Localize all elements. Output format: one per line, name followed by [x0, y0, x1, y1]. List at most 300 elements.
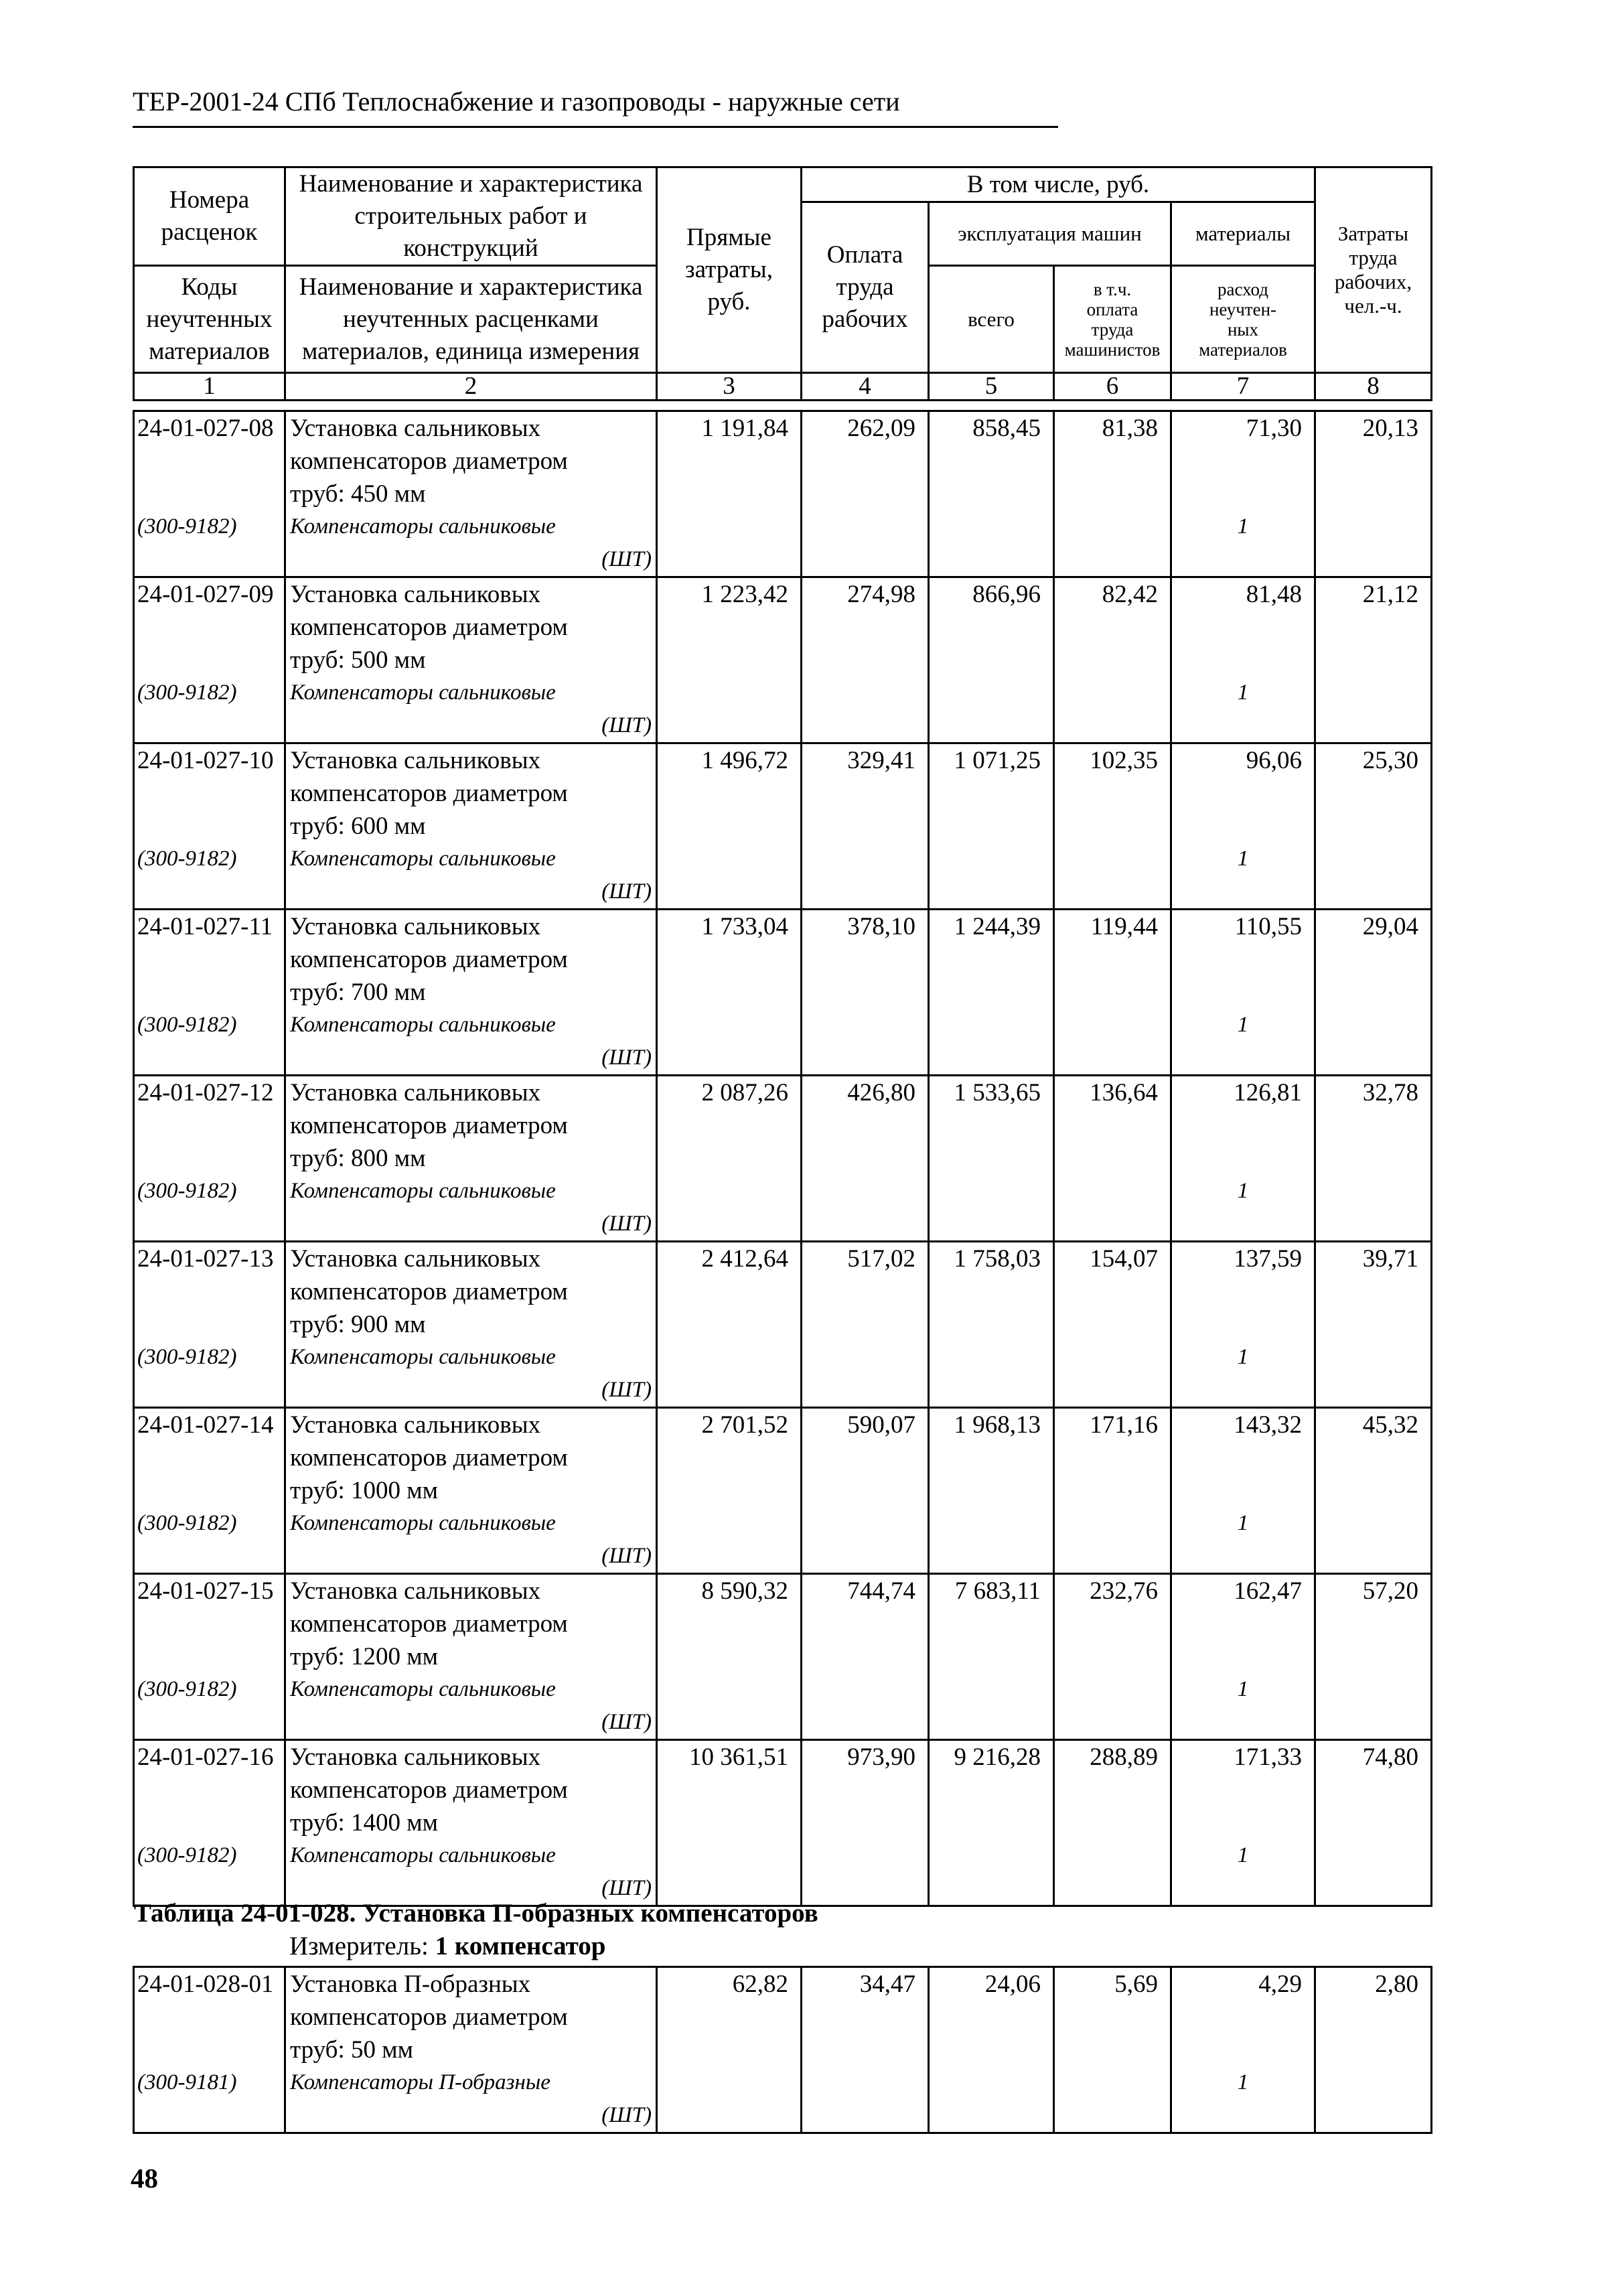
description-cell	[285, 577, 657, 743]
work-name-line: Установка сальниковых	[290, 1411, 541, 1439]
value-hours: 32,78	[1362, 1079, 1418, 1106]
blank-line	[135, 1474, 284, 1507]
value-mach-total: 1 968,13	[954, 1411, 1041, 1439]
page-header: ТЕР-2001-24 СПб Теплоснабжение и газопроводы - наружные сети	[133, 86, 900, 117]
table-row	[134, 577, 1432, 743]
header-line: материалов	[1199, 339, 1287, 360]
header-line: расценок	[161, 218, 258, 246]
value-direct: 8 590,32	[701, 1577, 788, 1605]
material-quantity: 1	[1237, 1345, 1249, 1369]
material-unit: (ШТ)	[601, 1378, 652, 1402]
material-code: (300-9182)	[137, 847, 237, 871]
material-unit: (ШТ)	[601, 2103, 652, 2127]
column-number: 8	[1315, 373, 1432, 401]
value-hours: 57,20	[1362, 1577, 1418, 1605]
work-name-line: компенсаторов диаметром	[290, 946, 568, 973]
rate-code-cell	[134, 1967, 285, 2133]
value-cell-hours	[1315, 1408, 1432, 1574]
work-name-line: Установка сальниковых	[290, 913, 541, 940]
value-labor: 973,90	[847, 1743, 915, 1771]
value-cell-mach-labor	[1054, 1408, 1171, 1574]
value-cell-materials	[1171, 1967, 1315, 2133]
value-mach-total: 858,45	[972, 415, 1041, 442]
header-col1-top	[134, 167, 285, 266]
value-cell-materials	[1171, 910, 1315, 1076]
rate-code: 24-01-027-08	[137, 415, 274, 442]
value-cell-materials	[1171, 411, 1315, 577]
blank-line	[135, 1774, 284, 1806]
rate-code: 24-01-027-16	[137, 1743, 274, 1771]
header-line: ных	[1227, 319, 1259, 340]
value-direct: 2 412,64	[701, 1245, 788, 1273]
value-hours: 74,80	[1362, 1743, 1418, 1771]
table-row	[134, 1740, 1432, 1906]
value-cell-mach-total	[929, 577, 1054, 743]
value-mach-labor: 288,89	[1090, 1743, 1158, 1771]
work-name-line: труб: 700 мм	[290, 979, 426, 1006]
value-labor: 426,80	[847, 1079, 915, 1106]
value-cell-labor	[802, 1740, 929, 1906]
material-quantity: 1	[1237, 514, 1249, 539]
value-cell-direct	[657, 1076, 802, 1242]
blank-line	[135, 777, 284, 810]
material-name: Компенсаторы сальниковые	[290, 1013, 556, 1037]
value-cell-mach-labor	[1054, 1967, 1171, 2133]
value-direct: 2 701,52	[701, 1411, 788, 1439]
description-cell	[285, 910, 657, 1076]
value-mach-labor: 119,44	[1090, 913, 1158, 940]
value-direct: 1 191,84	[701, 415, 788, 442]
value-materials: 110,55	[1234, 913, 1302, 940]
value-cell-labor	[802, 1242, 929, 1408]
value-cell-hours	[1315, 910, 1432, 1076]
header-line: неучтенных	[146, 305, 273, 333]
header-line: неучтен-	[1209, 299, 1277, 319]
header-line: Наименование и характеристика	[299, 170, 643, 198]
rate-code-cell	[134, 743, 285, 910]
value-cell-labor	[802, 910, 929, 1076]
material-code: (300-9182)	[137, 514, 237, 539]
value-cell-direct	[657, 411, 802, 577]
table-row	[134, 411, 1432, 577]
material-unit: (ШТ)	[601, 879, 652, 904]
unit-value: 1 компенсатор	[435, 1932, 606, 1960]
work-name-line: компенсаторов диаметром	[290, 780, 568, 807]
header-line: машинистов	[1064, 339, 1161, 360]
material-quantity: 1	[1237, 681, 1249, 705]
rate-code: 24-01-027-15	[137, 1577, 274, 1605]
value-cell-direct	[657, 1740, 802, 1906]
blank-line	[1172, 1308, 1314, 1341]
header-line: строительных работ и конструкций	[354, 202, 587, 262]
value-cell-labor	[802, 1076, 929, 1242]
blank-line	[135, 1607, 284, 1640]
rate-code-cell	[134, 577, 285, 743]
value-cell-mach-labor	[1054, 1076, 1171, 1242]
description-cell	[285, 1242, 657, 1408]
blank-line	[1172, 1474, 1314, 1507]
rate-code: 24-01-027-10	[137, 747, 274, 774]
header-line: затраты,	[685, 256, 773, 283]
value-hours: 20,13	[1362, 415, 1418, 442]
rate-code: 24-01-027-11	[137, 913, 273, 940]
material-quantity: 1	[1237, 1511, 1249, 1535]
blank-line	[135, 478, 284, 510]
table-row	[134, 1967, 1432, 2133]
material-unit: (ШТ)	[601, 1876, 652, 1900]
work-name-line: Установка сальниковых	[290, 581, 541, 608]
value-cell-mach-total	[929, 1574, 1054, 1740]
work-name-line: компенсаторов диаметром	[290, 614, 568, 641]
value-materials: 137,59	[1234, 1245, 1302, 1273]
value-direct: 1 496,72	[701, 747, 788, 774]
value-cell-direct	[657, 1242, 802, 1408]
value-mach-labor: 82,42	[1102, 581, 1158, 608]
column-number: 2	[285, 373, 657, 401]
value-mach-total: 866,96	[972, 581, 1041, 608]
value-direct: 62,82	[732, 1971, 788, 1998]
column-number: 1	[134, 373, 285, 401]
material-name: Компенсаторы сальниковые	[290, 1345, 556, 1369]
value-cell-materials	[1171, 1076, 1315, 1242]
blank-line	[135, 943, 284, 976]
work-name-line: Установка сальниковых	[290, 1577, 541, 1605]
rate-code: 24-01-027-14	[137, 1411, 274, 1439]
value-cell-labor	[802, 577, 929, 743]
value-cell-mach-labor	[1054, 910, 1171, 1076]
rate-code-cell	[134, 411, 285, 577]
blank-line	[135, 1640, 284, 1673]
table-unit	[289, 1931, 605, 1961]
table-24-01-027	[133, 410, 1432, 1907]
value-cell-hours	[1315, 1574, 1432, 1740]
blank-line	[135, 1275, 284, 1308]
header-line: оплата	[1086, 299, 1138, 319]
work-name-line: компенсаторов диаметром	[290, 1776, 568, 1804]
work-name-line: труб: 500 мм	[290, 646, 426, 674]
value-cell-mach-labor	[1054, 1574, 1171, 1740]
blank-line	[1172, 445, 1314, 478]
work-name-line: труб: 50 мм	[290, 2036, 414, 2064]
material-quantity: 1	[1237, 1179, 1249, 1203]
header-col7	[1171, 266, 1315, 373]
header-col5: всего	[929, 266, 1054, 373]
blank-line	[1172, 2001, 1314, 2033]
blank-line	[1172, 1640, 1314, 1673]
table-row	[134, 743, 1432, 910]
work-name-line: Установка сальниковых	[290, 1245, 541, 1273]
work-name-line: компенсаторов диаметром	[290, 1610, 568, 1638]
work-name-line: труб: 450 мм	[290, 480, 426, 508]
value-cell-direct	[657, 1408, 802, 1574]
value-hours: 29,04	[1362, 913, 1418, 940]
header-line: труда	[1349, 246, 1398, 269]
value-materials: 81,48	[1246, 581, 1302, 608]
blank-line	[1172, 2033, 1314, 2066]
work-name-line: труб: 600 мм	[290, 812, 426, 840]
blank-line	[135, 2001, 284, 2033]
value-cell-mach-labor	[1054, 411, 1171, 577]
value-cell-mach-total	[929, 411, 1054, 577]
value-cell-mach-labor	[1054, 577, 1171, 743]
value-cell-hours	[1315, 1242, 1432, 1408]
value-cell-direct	[657, 1967, 802, 2133]
value-mach-total: 24,06	[984, 1971, 1041, 1998]
page-number: 48	[131, 2163, 158, 2194]
value-mach-total: 1 758,03	[954, 1245, 1041, 1273]
value-mach-total: 7 683,11	[954, 1577, 1041, 1605]
header-line: материалов	[149, 337, 270, 365]
value-cell-hours	[1315, 1740, 1432, 1906]
blank-line	[1172, 1607, 1314, 1640]
blank-line	[135, 1441, 284, 1474]
header-line: Номера	[169, 186, 250, 214]
material-unit: (ШТ)	[601, 1710, 652, 1734]
blank-line	[1172, 1774, 1314, 1806]
value-mach-labor: 232,76	[1090, 1577, 1158, 1605]
value-materials: 171,33	[1234, 1743, 1302, 1771]
blank-line	[135, 810, 284, 843]
value-cell-materials	[1171, 743, 1315, 910]
rate-code-cell	[134, 1076, 285, 1242]
header-line: Затраты	[1337, 222, 1409, 245]
material-unit: (ШТ)	[601, 1212, 652, 1236]
value-hours: 21,12	[1362, 581, 1418, 608]
header-line: Прямые	[686, 224, 771, 251]
value-cell-mach-total	[929, 910, 1054, 1076]
column-number: 4	[802, 373, 929, 401]
value-cell-direct	[657, 743, 802, 910]
blank-line	[135, 1308, 284, 1341]
table-row	[134, 1574, 1432, 1740]
column-number: 5	[929, 373, 1054, 401]
value-mach-labor: 154,07	[1090, 1245, 1158, 1273]
value-cell-mach-labor	[1054, 1242, 1171, 1408]
value-hours: 25,30	[1362, 747, 1418, 774]
description-cell	[285, 1967, 657, 2133]
value-direct: 10 361,51	[689, 1743, 788, 1771]
work-name-line: труб: 1400 мм	[290, 1809, 439, 1837]
value-cell-labor	[802, 743, 929, 910]
header-line: неучтенных расценками	[343, 305, 599, 333]
value-cell-labor	[802, 411, 929, 577]
value-mach-total: 1 244,39	[954, 913, 1041, 940]
value-mach-labor: 171,16	[1090, 1411, 1158, 1439]
material-name: Компенсаторы сальниковые	[290, 514, 556, 539]
header-col1-bottom	[134, 266, 285, 373]
value-cell-mach-labor	[1054, 743, 1171, 910]
column-number: 7	[1171, 373, 1315, 401]
material-quantity: 1	[1237, 1013, 1249, 1037]
blank-line	[1172, 976, 1314, 1009]
rate-code-cell	[134, 1740, 285, 1906]
value-cell-hours	[1315, 1076, 1432, 1242]
material-unit: (ШТ)	[601, 713, 652, 737]
blank-line	[1172, 611, 1314, 644]
header-line: руб.	[707, 288, 751, 315]
value-labor: 274,98	[847, 581, 915, 608]
value-mach-total: 9 216,28	[954, 1743, 1041, 1771]
header-col3	[657, 167, 802, 373]
value-cell-labor	[802, 1408, 929, 1574]
header-rule	[133, 126, 1058, 128]
blank-line	[1172, 1441, 1314, 1474]
blank-line	[135, 644, 284, 676]
blank-line	[1172, 777, 1314, 810]
description-cell	[285, 411, 657, 577]
unit-label: Измеритель:	[289, 1932, 429, 1960]
value-materials: 96,06	[1246, 747, 1302, 774]
value-materials: 4,29	[1258, 1971, 1302, 1998]
value-direct: 2 087,26	[701, 1079, 788, 1106]
table-row	[134, 910, 1432, 1076]
value-materials: 71,30	[1246, 415, 1302, 442]
value-materials: 143,32	[1234, 1411, 1302, 1439]
material-code: (300-9182)	[137, 1013, 237, 1037]
rate-code: 24-01-027-09	[137, 581, 274, 608]
blank-line	[135, 976, 284, 1009]
header-col4	[802, 202, 929, 373]
rate-code: 24-01-027-12	[137, 1079, 274, 1106]
work-name-line: компенсаторов диаметром	[290, 2003, 568, 2031]
value-mach-labor: 102,35	[1090, 747, 1158, 774]
material-name: Компенсаторы сальниковые	[290, 1511, 556, 1535]
material-code: (300-9182)	[137, 1843, 237, 1867]
header-line: расход	[1217, 279, 1269, 299]
material-unit: (ШТ)	[601, 1544, 652, 1568]
rate-code-cell	[134, 1574, 285, 1740]
material-code: (300-9182)	[137, 1345, 237, 1369]
header-line: Наименование и характеристика	[299, 273, 643, 301]
material-quantity: 1	[1237, 1843, 1249, 1867]
value-cell-mach-total	[929, 1967, 1054, 2133]
material-quantity: 1	[1237, 1677, 1249, 1701]
material-name: Компенсаторы сальниковые	[290, 681, 556, 705]
value-hours: 39,71	[1362, 1245, 1418, 1273]
header-line: рабочих,	[1334, 270, 1412, 293]
blank-line	[135, 1109, 284, 1142]
table-title: Таблица 24-01-028. Установка П-образных компенсаторов	[134, 1899, 818, 1928]
material-name: Компенсаторы сальниковые	[290, 847, 556, 871]
value-cell-labor	[802, 1574, 929, 1740]
material-name: Компенсаторы сальниковые	[290, 1677, 556, 1701]
description-cell	[285, 1408, 657, 1574]
header-col6	[1054, 266, 1171, 373]
work-name-line: труб: 1200 мм	[290, 1643, 439, 1670]
column-number: 3	[657, 373, 802, 401]
blank-line	[135, 2033, 284, 2066]
header-machines: эксплуатация машин	[929, 202, 1171, 266]
value-cell-materials	[1171, 577, 1315, 743]
value-cell-labor	[802, 1967, 929, 2133]
blank-line	[1172, 478, 1314, 510]
material-code: (300-9182)	[137, 1511, 237, 1535]
table-header	[133, 166, 1432, 401]
value-cell-hours	[1315, 743, 1432, 910]
table-row	[134, 1076, 1432, 1242]
value-mach-labor: 5,69	[1114, 1971, 1158, 1998]
blank-line	[1172, 943, 1314, 976]
blank-line	[135, 611, 284, 644]
work-name-line: компенсаторов диаметром	[290, 447, 568, 475]
value-cell-direct	[657, 1574, 802, 1740]
work-name-line: труб: 900 мм	[290, 1311, 426, 1338]
material-code: (300-9182)	[137, 681, 237, 705]
description-cell	[285, 743, 657, 910]
header-col2-top	[285, 167, 657, 266]
description-cell	[285, 1740, 657, 1906]
header-col2-bottom	[285, 266, 657, 373]
blank-line	[1172, 1275, 1314, 1308]
header-group: В том числе, руб.	[802, 167, 1315, 202]
material-code: (300-9182)	[137, 1179, 237, 1203]
material-code: (300-9181)	[137, 2070, 237, 2094]
value-cell-mach-total	[929, 1740, 1054, 1906]
value-cell-mach-total	[929, 743, 1054, 910]
header-line: в т.ч.	[1093, 279, 1132, 299]
material-name: Компенсаторы сальниковые	[290, 1179, 556, 1203]
header-col8	[1315, 167, 1432, 373]
header-line: материалов, единица измерения	[301, 337, 640, 365]
value-cell-mach-total	[929, 1408, 1054, 1574]
work-name-line: труб: 1000 мм	[290, 1477, 439, 1504]
description-cell	[285, 1574, 657, 1740]
value-cell-materials	[1171, 1408, 1315, 1574]
value-mach-labor: 81,38	[1102, 415, 1158, 442]
header-materials: материалы	[1171, 202, 1315, 266]
value-cell-materials	[1171, 1574, 1315, 1740]
material-unit: (ШТ)	[601, 1046, 652, 1070]
value-cell-hours	[1315, 1967, 1432, 2133]
header-line: труда	[1091, 319, 1134, 340]
material-unit: (ШТ)	[601, 547, 652, 571]
table-row	[134, 1408, 1432, 1574]
value-mach-total: 1 533,65	[954, 1079, 1041, 1106]
blank-line	[1172, 1806, 1314, 1839]
rate-code: 24-01-027-13	[137, 1245, 274, 1273]
value-cell-mach-total	[929, 1242, 1054, 1408]
description-cell	[285, 1076, 657, 1242]
table-row	[134, 1242, 1432, 1408]
rate-code-cell	[134, 1408, 285, 1574]
work-name-line: компенсаторов диаметром	[290, 1278, 568, 1305]
blank-line	[135, 1806, 284, 1839]
value-materials: 126,81	[1234, 1079, 1302, 1106]
blank-line	[135, 1142, 284, 1175]
column-number: 6	[1054, 373, 1171, 401]
value-cell-direct	[657, 577, 802, 743]
header-line: Коды	[181, 273, 238, 301]
material-quantity: 1	[1237, 2070, 1249, 2094]
header-line: труда	[836, 273, 894, 301]
table-24-01-028	[133, 1966, 1432, 2134]
work-name-line: компенсаторов диаметром	[290, 1112, 568, 1139]
work-name-line: Установка сальниковых	[290, 1079, 541, 1106]
value-labor: 590,07	[847, 1411, 915, 1439]
value-direct: 1 733,04	[701, 913, 788, 940]
value-labor: 378,10	[847, 913, 915, 940]
work-name-line: Установка сальниковых	[290, 1743, 541, 1771]
value-mach-labor: 136,64	[1090, 1079, 1158, 1106]
rate-code: 24-01-028-01	[137, 1971, 274, 1998]
work-name-line: компенсаторов диаметром	[290, 1444, 568, 1472]
value-labor: 34,47	[859, 1971, 915, 1998]
work-name-line: труб: 800 мм	[290, 1145, 426, 1172]
work-name-line: Установка П-образных	[290, 1971, 531, 1998]
rate-code-cell	[134, 1242, 285, 1408]
value-labor: 517,02	[847, 1245, 915, 1273]
value-cell-hours	[1315, 411, 1432, 577]
